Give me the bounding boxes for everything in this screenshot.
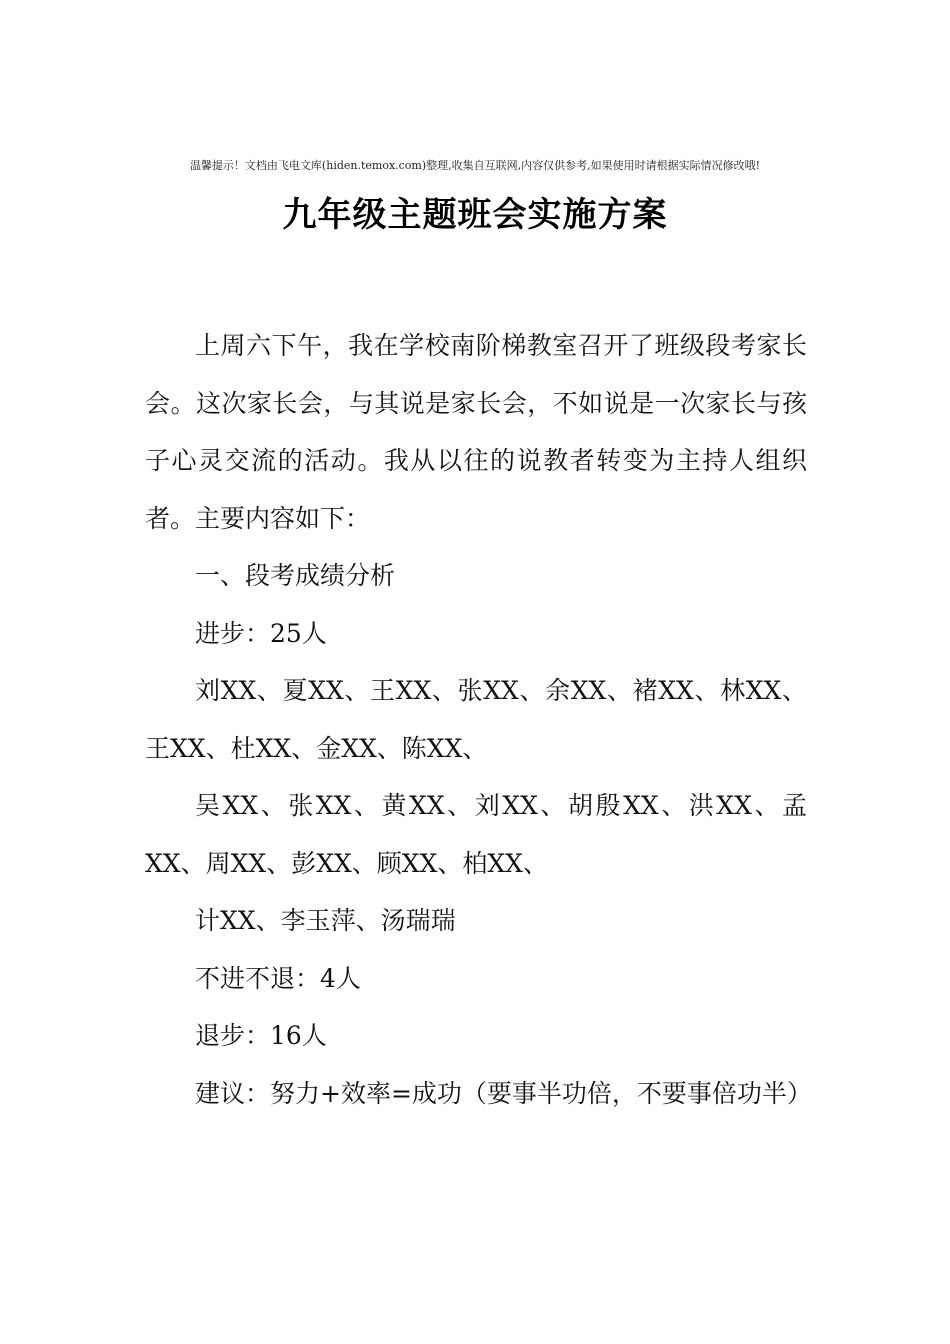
progress-names-1: 刘XX、夏XX、王XX、张XX、余XX、褚XX、林XX、王XX、杜XX、金XX、陈XX、 — [145, 676, 807, 763]
document-title: 九年级主题班会实施方案 — [282, 195, 668, 235]
suggestion: 建议：努力+效率=成功（要事半功倍，不要事倍功半） — [195, 1078, 812, 1108]
progress-names-3: 计XX、李玉萍、汤瑞瑞 — [195, 906, 456, 935]
progress-count: 进步：25人 — [195, 618, 327, 648]
document-body — [145, 317, 812, 1122]
paragraph-intro: 上周六下午，我在学校南阶梯教室召开了班级段考家长会。这次家长会，与其说是家长会，不如说是一次家长与孩子心灵交流的活动。我从以往的说教者转变为主持人组织者。主要内容如下： — [145, 331, 807, 533]
progress-names-2: 吴XX、张XX、黄XX、刘XX、胡殷XX、洪XX、孟XX、周XX、彭XX、顾XX、柏XX、 — [145, 791, 807, 878]
steady-count: 不进不退：4人 — [195, 963, 361, 993]
regress-count: 退步：16人 — [195, 1021, 327, 1050]
section-heading: 一、段考成绩分析 — [195, 561, 396, 590]
header-notice: 温馨提示！文档由飞电文库(hiden.temox.com)整理,收集自互联网,内容仅供参考,如果使用时请根据实际情况修改哦! — [189, 159, 761, 172]
